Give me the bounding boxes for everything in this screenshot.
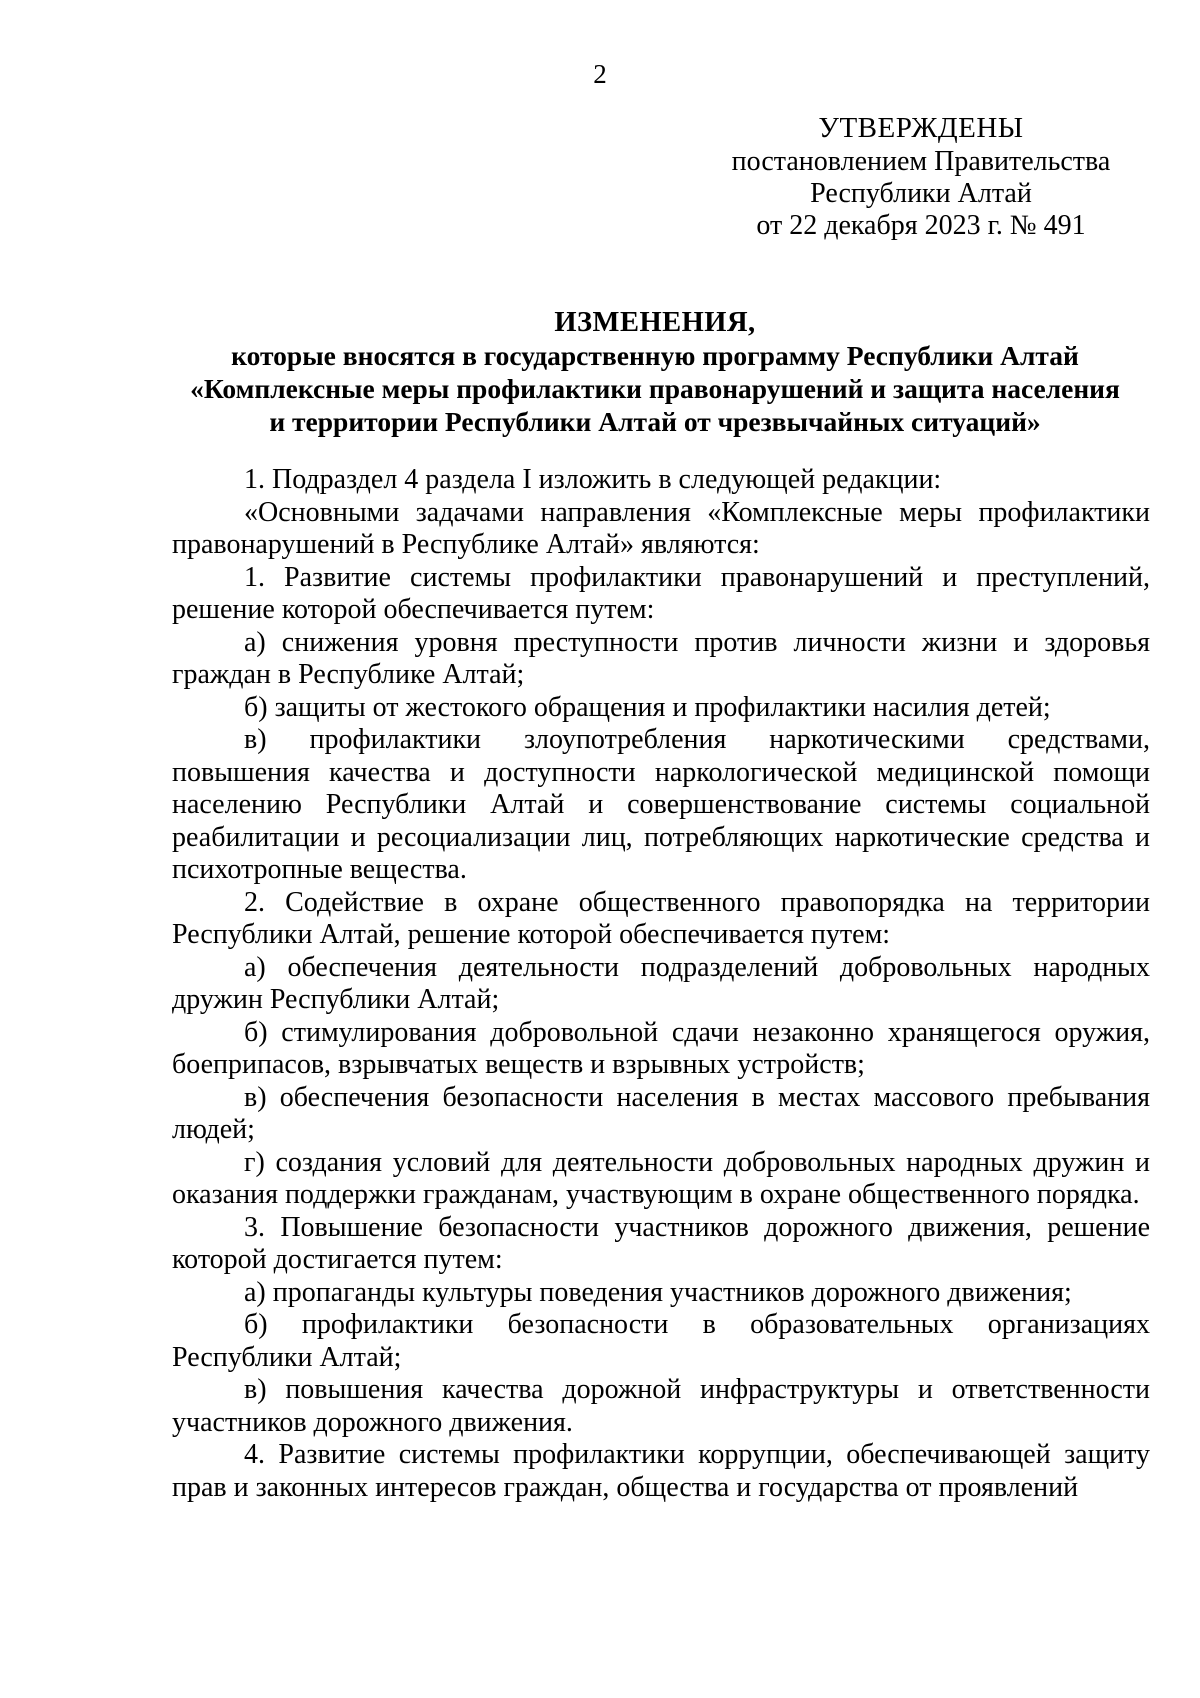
- body-paragraph: а) пропаганды культуры поведения участников дорожного движения;: [244, 1276, 1072, 1308]
- body-paragraph: б) профилактики безопасности в образовательных организациях Республики Алтай;: [172, 1309, 1150, 1373]
- body-paragraph: 2. Содействие в охране общественного правопорядка на территории Республики Алтай, решение которой обеспечивается путем:: [172, 886, 1150, 950]
- body-paragraph: б) защиты от жестокого обращения и профилактики насилия детей;: [244, 691, 1051, 723]
- approval-heading: УТВЕРЖДЕНЫ: [818, 112, 1024, 144]
- document-title-block: [160, 306, 1150, 438]
- document-body: [172, 464, 1150, 1504]
- approval-line: от 22 декабря 2023 г. № 491: [756, 210, 1086, 241]
- body-paragraph: «Основными задачами направления «Комплексные меры профилактики правонарушений в Республике Алтай» являются:: [172, 496, 1150, 560]
- approval-stamp: [722, 112, 1120, 242]
- body-paragraph: 1. Подраздел 4 раздела I изложить в следующей редакции:: [244, 464, 942, 495]
- approval-line: Республики Алтай: [810, 178, 1032, 209]
- body-paragraph: в) обеспечения безопасности населения в местах массового пребывания людей;: [172, 1081, 1150, 1145]
- body-paragraph: 1. Развитие системы профилактики правонарушений и преступлений, решение которой обеспечивается путем:: [172, 561, 1150, 625]
- body-paragraph: г) создания условий для деятельности добровольных народных дружин и оказания поддержки гражданам, участвующим в охране общественного порядка.: [172, 1146, 1150, 1210]
- approval-line: постановлением Правительства: [731, 146, 1111, 177]
- document-title: ИЗМЕНЕНИЯ,: [554, 307, 756, 338]
- document-subtitle-line: и территории Республики Алтай от чрезвычайных ситуаций»: [269, 406, 1041, 437]
- body-paragraph: в) повышения качества дорожной инфраструктуры и ответственности участников дорожного движения.: [172, 1374, 1150, 1438]
- body-paragraph: б) стимулирования добровольной сдачи незаконно хранящегося оружия, боеприпасов, взрывчатых веществ и взрывных устройств;: [172, 1016, 1150, 1080]
- body-paragraph: а) обеспечения деятельности подразделений добровольных народных дружин Республики Алтай;: [172, 951, 1150, 1015]
- document-subtitle-line: которые вносятся в государственную программу Республики Алтай: [231, 340, 1079, 371]
- page-number: 2: [593, 59, 607, 89]
- body-paragraph: 3. Повышение безопасности участников дорожного движения, решение которой достигается путем:: [172, 1211, 1150, 1275]
- document-subtitle-line: «Комплексные меры профилактики правонарушений и защита населения: [190, 373, 1120, 404]
- body-paragraph: в) профилактики злоупотребления наркотическими средствами, повышения качества и доступности наркологической медицинской помощи населению Республики Алтай и совершенствование системы социальной реабилитации и ресоциализации лиц, потребляющих наркотические средства и психотропные вещества.: [172, 724, 1150, 885]
- body-paragraph: 4. Развитие системы профилактики коррупции, обеспечивающей защиту прав и законных интересов граждан, общества и государства от проявлений: [172, 1439, 1150, 1503]
- body-paragraph: а) снижения уровня преступности против личности жизни и здоровья граждан в Республике Алтай;: [172, 626, 1150, 690]
